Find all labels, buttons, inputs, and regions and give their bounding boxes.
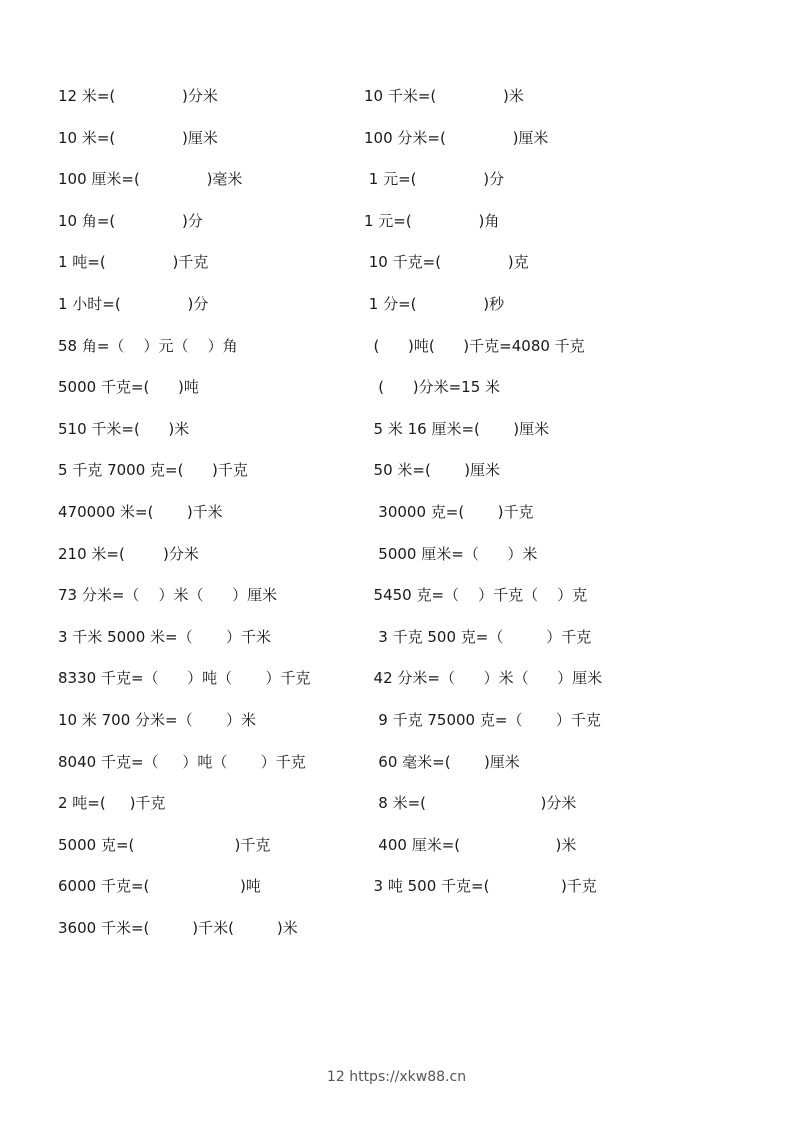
problem-right: 10 千米=( )米 (364, 87, 524, 105)
problem-left: 10 米 700 分米=（ ）米 (58, 710, 256, 729)
problem-right: 30000 克=( )千克 (364, 502, 534, 521)
problem-left: 12 米=( )分米 (58, 87, 218, 105)
problem-left: 58 角=（ ）元（ ）角 (58, 336, 238, 355)
problem-row (0, 292, 793, 334)
problem-row (0, 791, 793, 833)
problem-right: 50 米=( )厘米 (364, 461, 501, 480)
footer-url: https://xkw88.cn (349, 1069, 467, 1085)
problem-left: 3 千米 5000 米=（ ）千米 (58, 627, 271, 646)
page-number: 12 (326, 1069, 345, 1085)
problem-row (0, 417, 793, 459)
problem-row (0, 916, 793, 958)
problem-row (0, 708, 793, 750)
problem-left: 5000 千克=( )吨 (58, 378, 199, 397)
problem-row (0, 666, 793, 708)
problem-right: 5450 克=（ ）千克（ ）克 (364, 586, 588, 605)
problem-left: 8040 千克=（ ）吨（ ）千克 (58, 752, 306, 771)
problem-right: 3 千克 500 克=（ ）千克 (364, 627, 592, 646)
problem-row (0, 250, 793, 292)
problem-left: 5000 克=( )千克 (58, 835, 271, 854)
problem-left: 8330 千克=（ ）吨（ ）千克 (58, 669, 311, 688)
problem-left: 1 吨=( )千克 (58, 253, 209, 272)
problem-row (0, 167, 793, 209)
problem-left: 470000 米=( )千米 (58, 502, 223, 521)
problem-row (0, 375, 793, 417)
problem-row (0, 750, 793, 792)
problem-row (0, 209, 793, 251)
problem-list (0, 84, 793, 957)
problem-row (0, 625, 793, 667)
problem-row (0, 334, 793, 376)
problem-row (0, 583, 793, 625)
problem-row (0, 542, 793, 584)
problem-right: 3 吨 500 千克=( )千克 (364, 877, 597, 896)
problem-right: 9 千克 75000 克=（ ）千克 (364, 710, 601, 729)
problem-left: 100 厘米=( )毫米 (58, 170, 243, 189)
problem-right: ( )分米=15 米 (364, 378, 501, 397)
problem-right: 5000 厘米=（ ）米 (364, 544, 538, 563)
problem-right: 1 元=( )分 (364, 170, 505, 189)
problem-left: 5 千克 7000 克=( )千克 (58, 461, 248, 480)
page-footer (0, 1069, 793, 1085)
problem-right: 10 千克=( )克 (364, 253, 529, 272)
problem-row (0, 833, 793, 875)
problem-left: 510 千米=( )米 (58, 419, 190, 438)
problem-right: 42 分米=（ ）米（ ）厘米 (364, 669, 603, 688)
problem-left: 73 分米=（ ）米（ ）厘米 (58, 586, 278, 605)
problem-row (0, 126, 793, 168)
problem-left: 3600 千米=( )千米( )米 (58, 918, 298, 937)
problem-row (0, 84, 793, 126)
problem-right: 5 米 16 厘米=( )厘米 (364, 419, 550, 438)
problem-left: 10 角=( )分 (58, 211, 203, 230)
problem-row (0, 874, 793, 916)
problem-left: 210 米=( )分米 (58, 544, 199, 563)
problem-left: 10 米=( )厘米 (58, 128, 218, 147)
problem-row (0, 500, 793, 542)
problem-left: 1 小时=( )分 (58, 294, 209, 313)
problem-right: 1 分=( )秒 (364, 294, 505, 313)
problem-right: ( )吨( )千克=4080 千克 (364, 336, 585, 355)
problem-right: 1 元=( )角 (364, 211, 500, 230)
problem-right: 100 分米=( )厘米 (364, 128, 549, 147)
problem-left: 6000 千克=( )吨 (58, 877, 261, 896)
problem-left: 2 吨=( )千克 (58, 794, 166, 813)
problem-right: 400 厘米=( )米 (364, 835, 577, 854)
problem-right: 60 毫米=( )厘米 (364, 752, 520, 771)
problem-right: 8 米=( )分米 (364, 794, 577, 813)
problem-row (0, 458, 793, 500)
